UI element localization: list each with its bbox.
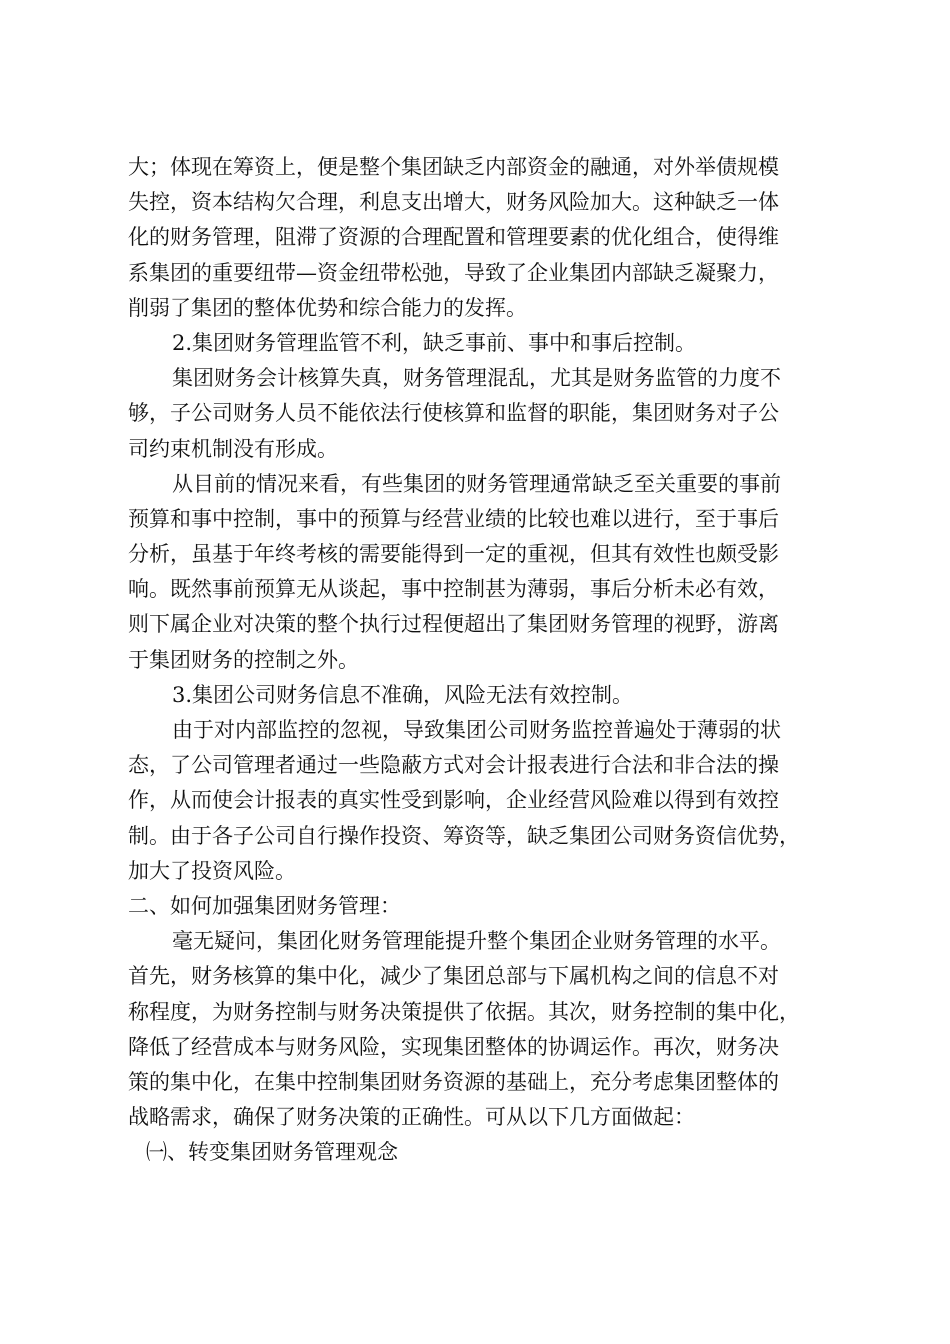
text-line: 制。由于各子公司自行操作投资、筹资等，缺乏集团公司财务资信优势， <box>128 823 800 848</box>
text-line: 称程度，为财务控制与财务决策提供了依据。其次，财务控制的集中化， <box>128 999 800 1024</box>
text-line: 够，子公司财务人员不能依法行使核算和监督的职能，集团财务对子公 <box>128 401 779 426</box>
document-body <box>128 150 828 1170</box>
text-line: 态，了公司管理者通过一些隐蔽方式对会计报表进行合法和非合法的操 <box>128 753 779 778</box>
text-line: 则下属企业对决策的整个执行过程便超出了集团财务管理的视野，游离 <box>128 612 779 637</box>
paragraph-start: 由于对内部监控的忽视，导致集团公司财务监控普遍处于薄弱的状 <box>172 718 781 742</box>
paragraph-start: 集团财务会计核算失真，财务管理混乱，尤其是财务监管的力度不 <box>172 366 781 391</box>
text-line: 加大了投资风险。 <box>128 858 296 883</box>
subsection-heading-1: ㈠、转变集团财务管理观念 <box>146 1140 398 1165</box>
text-line: 作，从而使会计报表的真实性受到影响，企业经营风险难以得到有效控 <box>128 788 779 813</box>
text-line: 削弱了集团的整体优势和综合能力的发挥。 <box>128 295 527 320</box>
section-heading-two: 二、如何加强集团财务管理： <box>128 893 401 918</box>
text-line: 策的集中化，在集中控制集团财务资源的基础上，充分考虑集团整体的 <box>128 1069 779 1094</box>
text-line: 失控，资本结构欠合理，利息支出增大，财务风险加大。这种缺乏一体 <box>128 190 779 215</box>
text-line: 预算和事中控制，事中的预算与经营业绩的比较也难以进行，至于事后 <box>128 506 779 531</box>
paragraph-start: 从目前的情况来看，有些集团的财务管理通常缺乏至关重要的事前 <box>172 471 781 496</box>
section-heading-2: 2.集团财务管理监管不利，缺乏事前、事中和事后控制。 <box>172 330 697 355</box>
text-line: 战略需求，确保了财务决策的正确性。可从以下几方面做起： <box>128 1105 695 1130</box>
text-line: 系集团的重要纽带—资金纽带松弛，导致了企业集团内部缺乏凝聚力， <box>128 260 779 285</box>
text-line: 分析，虽基于年终考核的需要能得到一定的重视，但其有效性也颇受影 <box>128 542 779 567</box>
text-line: 于集团财务的控制之外。 <box>128 647 359 672</box>
text-line: 首先，财务核算的集中化，减少了集团总部与下属机构之间的信息不对 <box>128 964 779 989</box>
section-heading-3: 3.集团公司财务信息不准确，风险无法有效控制。 <box>172 682 634 707</box>
text-line: 降低了经营成本与财务风险，实现集团整体的协调运作。再次，财务决 <box>128 1034 779 1059</box>
text-line: 大；体现在筹资上，便是整个集团缺乏内部资金的融通，对外举债规模 <box>128 155 779 179</box>
text-line: 司约束机制没有形成。 <box>128 436 338 461</box>
text-line: 化的财务管理，阻滞了资源的合理配置和管理要素的优化组合，使得维 <box>128 225 779 250</box>
paragraph-start: 毫无疑问，集团化财务管理能提升整个集团企业财务管理的水平。 <box>172 929 781 954</box>
text-line: 响。既然事前预算无从谈起，事中控制甚为薄弱，事后分析未必有效， <box>128 577 779 602</box>
